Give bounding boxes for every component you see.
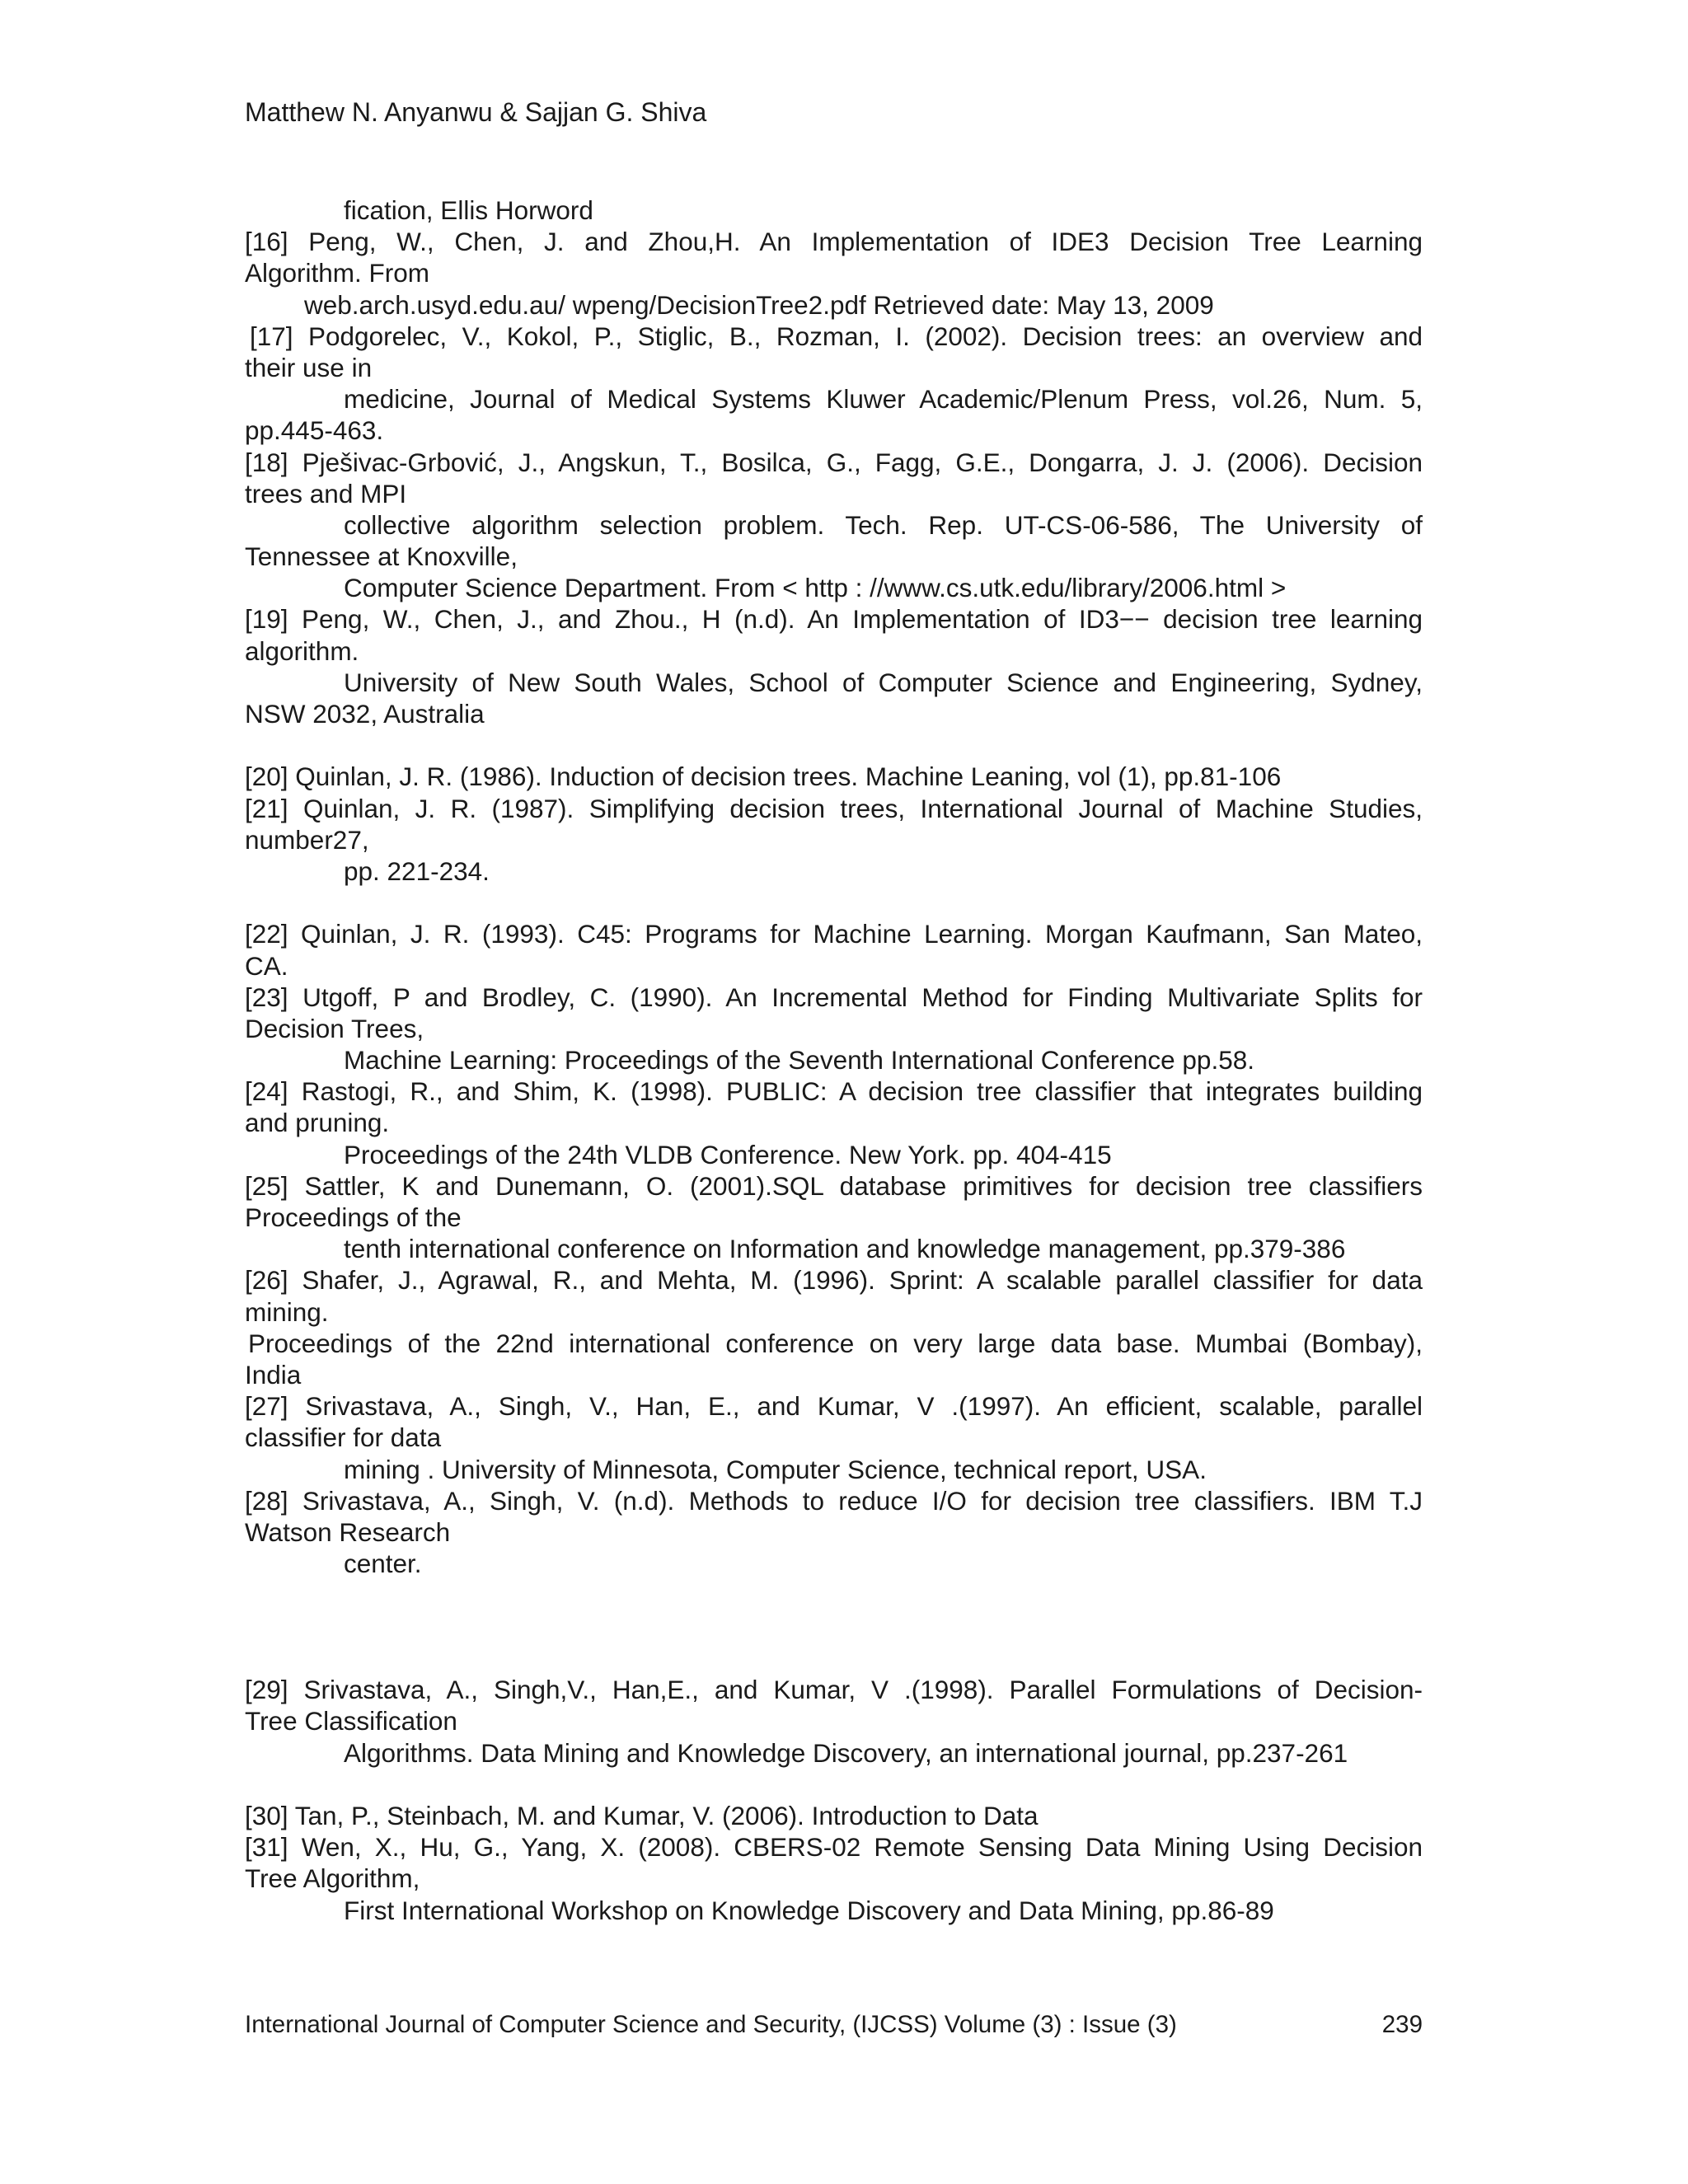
spacer — [245, 1579, 1423, 1674]
ref-19-line-1: [19] Peng, W., Chen, J., and Zhou., H (n.d). An Implementation of ID3−− decision tree learning — [245, 604, 1423, 635]
ref-18-line-4: Tennessee at Knoxville, — [245, 541, 518, 572]
ref-26-line-1: [26] Shafer, J., Agrawal, R., and Mehta, M. (1996). Sprint: A scalable parallel classifier for data — [245, 1265, 1423, 1296]
ref-16-line-3: web.arch.usyd.edu.au/ wpeng/DecisionTree2.pdf Retrieved date: May 13, 2009 — [304, 289, 1214, 320]
ref-17-line-4: pp.445-463. — [245, 415, 384, 446]
ref-19-line-3: University of New South Wales, School of Computer Science and Engineering, Sydney, — [344, 667, 1423, 697]
running-header-authors: Matthew N. Anyanwu & Sajjan G. Shiva — [245, 97, 707, 127]
ref-29-line-2: Tree Classification — [245, 1706, 457, 1736]
ref-24-line-2: and pruning. — [245, 1108, 390, 1138]
ref-19-line-4: NSW 2032, Australia — [245, 699, 485, 729]
ref-27-line-1: [27] Srivastava, A., Singh, V., Han, E., and Kumar, V .(1997). An efficient, scalable, parallel — [245, 1391, 1423, 1422]
ref-18-line-2: trees and MPI — [245, 478, 407, 509]
ref-31-line-1: [31] Wen, X., Hu, G., Yang, X. (2008). CBERS-02 Remote Sensing Data Mining Using Decision — [245, 1832, 1423, 1863]
ref-27-line-2: classifier for data — [245, 1422, 442, 1453]
ref-16-line-2: Algorithm. From — [245, 258, 430, 288]
ref-21-line-3: pp. 221-234. — [344, 855, 490, 886]
footer-journal-title: International Journal of Computer Science and Security, (IJCSS) Volume (3) : Issue (3) — [245, 2011, 1177, 2038]
ref-15-continuation: fication, Ellis Horword — [344, 195, 593, 225]
ref-25-line-2: Proceedings of the — [245, 1202, 462, 1232]
ref-28-line-2: Watson Research — [245, 1516, 451, 1547]
ref-18-line-1: [18] Pješivac-Grbović, J., Angskun, T., Bosilca, G., Fagg, G.E., Dongarra, J. J. (2006). Decision — [245, 447, 1423, 477]
ref-26-line-3: Proceedings of the 22nd international conference on very large data base. Mumbai (Bombay), — [248, 1328, 1423, 1358]
ref-24-line-3: Proceedings of the 24th VLDB Conference. New York. pp. 404-415 — [344, 1139, 1112, 1169]
ref-22-line-2: CA. — [245, 950, 288, 981]
spacer — [245, 887, 1423, 918]
ref-22-line-1: [22] Quinlan, J. R. (1993). C45: Programs for Machine Learning. Morgan Kaufmann, San Mateo, — [245, 919, 1423, 949]
ref-28-line-1: [28] Srivastava, A., Singh, V. (n.d). Methods to reduce I/O for decision tree classifiers. IBM T.J — [245, 1485, 1423, 1516]
ref-19-line-2: algorithm. — [245, 635, 359, 666]
ref-24-line-1: [24] Rastogi, R., and Shim, K. (1998). PUBLIC: A decision tree classifier that integrates building — [245, 1076, 1423, 1107]
ref-16-line-1: [16] Peng, W., Chen, J. and Zhou,H. An Implementation of IDE3 Decision Tree Learning — [245, 227, 1423, 257]
ref-28-line-3: center. — [344, 1549, 422, 1579]
ref-30-line-1: [30] Tan, P., Steinbach, M. and Kumar, V. (2006). Introduction to Data — [245, 1801, 1039, 1830]
ref-26-line-2: mining. — [245, 1296, 329, 1327]
ref-23-line-1: [23] Utgoff, P and Brodley, C. (1990). An Incremental Method for Finding Multivariate Splits for — [245, 982, 1423, 1012]
ref-18-line-3: collective algorithm selection problem. Tech. Rep. UT-CS-06-586, The University of — [344, 509, 1423, 540]
ref-21-line-2: number27, — [245, 824, 369, 855]
spacer — [245, 1769, 1423, 1800]
ref-31-line-2: Tree Algorithm, — [245, 1863, 420, 1894]
ref-17-line-2: their use in — [245, 352, 373, 382]
ref-21-line-1: [21] Quinlan, J. R. (1987). Simplifying decision trees, International Journal of Machine Studies, — [245, 793, 1423, 823]
ref-17-line-1: [17] Podgorelec, V., Kokol, P., Stiglic, B., Rozman, I. (2002). Decision trees: an overview and — [250, 321, 1423, 351]
ref-23-line-3: Machine Learning: Proceedings of the Seventh International Conference pp.58. — [344, 1045, 1254, 1076]
ref-23-line-2: Decision Trees, — [245, 1013, 424, 1043]
ref-18-line-5: Computer Science Department. From < http : //www.cs.utk.edu/library/2006.html > — [344, 573, 1287, 603]
ref-17-line-3: medicine, Journal of Medical Systems Kluwer Academic/Plenum Press, vol.26, Num. 5, — [344, 384, 1423, 415]
reference-list — [245, 194, 1423, 1926]
ref-31-line-3: First International Workshop on Knowledge Discovery and Data Mining, pp.86-89 — [344, 1895, 1274, 1925]
ref-20-line-1: [20] Quinlan, J. R. (1986). Induction of decision trees. Machine Leaning, vol (1), pp.81-106 — [245, 762, 1282, 792]
ref-29-line-1: [29] Srivastava, A., Singh,V., Han,E., and Kumar, V .(1998). Parallel Formulations of Decision- — [245, 1675, 1423, 1705]
ref-29-line-3: Algorithms. Data Mining and Knowledge Discovery, an international journal, pp.237-261 — [344, 1737, 1348, 1768]
spacer — [245, 729, 1423, 761]
page-footer — [245, 2011, 1423, 2039]
ref-25-line-3: tenth international conference on Information and knowledge management, pp.379-386 — [344, 1234, 1346, 1264]
ref-25-line-1: [25] Sattler, K and Dunemann, O. (2001).SQL database primitives for decision tree classifiers — [245, 1170, 1423, 1201]
page-number: 239 — [1381, 2011, 1423, 2038]
ref-27-line-3: mining . University of Minnesota, Computer Science, technical report, USA. — [344, 1454, 1207, 1484]
ref-26-line-4: India — [245, 1359, 302, 1390]
